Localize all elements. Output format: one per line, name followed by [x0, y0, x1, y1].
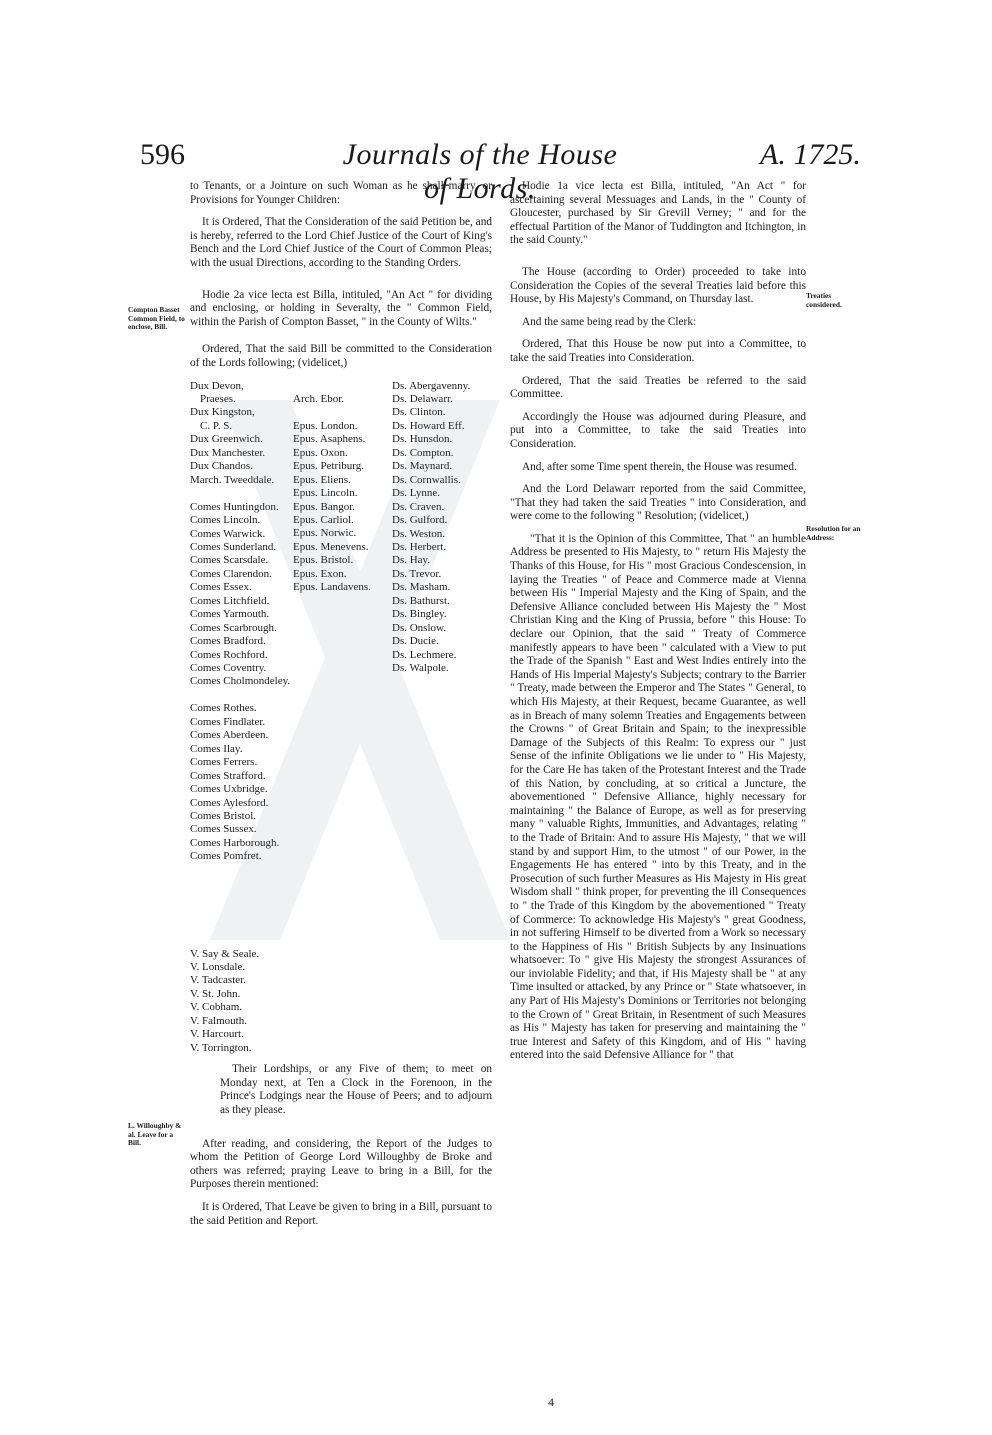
peer: Ds. Onslow.	[392, 621, 446, 634]
peer: Epus. Bristol.	[293, 554, 354, 567]
peer: V. Cobham.	[190, 1001, 243, 1014]
peer: March. Tweeddale.	[190, 473, 275, 486]
paragraph-compton-bill: Hodie 2a vice lecta est Billa, intituled, "An Act " for dividing and enclosing, or holding in Severalty, the " Common Field, within the Parish of Compton Basset, " in the County of Wilts."	[190, 288, 492, 328]
peers-column-b	[293, 380, 393, 595]
peer: Comes Clarendon.	[190, 567, 272, 580]
peer: Praeses.	[200, 392, 236, 405]
paragraph-willoughby-report: After reading, and considering, the Report of the Judges to whom the Petition of George Lord Willoughby de Broke and others was referred; praying Leave to bring in a Bill, for the Purposes therein mentioned:	[190, 1137, 492, 1191]
paragraph-delawarr-report: And the Lord Delawarr reported from the said Committee, "That they had taken the said Treaties " into Consideration, and were come to the following " Resolution; (videlicet,)	[510, 483, 806, 523]
peers-column-a	[190, 380, 295, 864]
signature-mark: 4	[548, 1395, 554, 1409]
peer: Comes Uxbridge.	[190, 783, 268, 796]
peer: Comes Strafford.	[190, 769, 266, 782]
peer: Comes Cholmondeley.	[190, 675, 291, 688]
peer: Epus. Menevens.	[293, 540, 369, 553]
paragraph-leave-bill: It is Ordered, That Leave be given to bring in a Bill, pursuant to the said Petition and Report.	[190, 1200, 492, 1227]
peer: Comes Warwick.	[190, 527, 266, 540]
peer: Ds. Bingley.	[392, 608, 447, 621]
peer: Comes Bristol.	[190, 810, 257, 822]
peer: Ds. Hunsdon.	[392, 433, 453, 446]
peer: Epus. London.	[293, 419, 358, 432]
peer: V. Falmouth.	[190, 1014, 247, 1027]
peer: Epus. Petriburg.	[293, 460, 364, 473]
peer: C. P. S.	[200, 419, 233, 432]
peer: Comes Ilay.	[190, 742, 243, 755]
column-left	[190, 180, 492, 1237]
peer: Ds. Maynard.	[392, 460, 453, 473]
peer: Comes Sussex.	[190, 823, 257, 836]
peer: Epus. Lincoln.	[293, 487, 358, 500]
peer: Epus. Bangor.	[293, 500, 356, 513]
peer: Comes Essex.	[190, 581, 252, 594]
peer: Epus. Eliens.	[293, 473, 351, 486]
peer: Ds. Howard Eff.	[392, 419, 465, 432]
peer: Comes Ferrers.	[190, 756, 258, 769]
peer: Ds. Bathurst.	[392, 594, 450, 607]
peer: Ds. Ducie.	[392, 635, 439, 648]
peer: V. Tadcaster.	[190, 974, 246, 987]
peer: Dux Manchester.	[190, 446, 266, 459]
paragraph-ordered-committee: Ordered, That this House be now put into a Committee, to take the said Treaties into Consideration.	[510, 338, 806, 364]
peer: Ds. Delawarr.	[392, 392, 453, 405]
peer: Ds. Cornwallis.	[392, 473, 461, 486]
peer: Arch. Ebor.	[293, 392, 345, 405]
margin-note-resolution: Resolution for an Address:	[806, 524, 861, 542]
peer	[293, 406, 393, 419]
peer	[190, 689, 295, 702]
peer: Comes Yarmouth.	[190, 608, 270, 621]
peer: Ds. Abergavenny.	[392, 379, 471, 392]
peer: Comes Pomfret.	[190, 850, 262, 863]
paragraph-treaties-considered: The House (according to Order) proceeded to take into Consideration the Copies of the several Treaties laid before this House, by His Majesty's Command, on Thursday last.	[510, 265, 806, 306]
peer: Ds. Walpole.	[392, 662, 449, 675]
peer: Comes Lincoln.	[190, 514, 261, 527]
peer: Comes Coventry.	[190, 662, 267, 675]
paragraph-verney-bill: Hodie 1a vice lecta est Billa, intituled, "An Act " for ascertaining several Messuages and Lands, in the " County of Gloucester, purchased by Sir Grevill Verney; " and for the effectual Partition of the Manor of Tuddington and Itchington, in the said County."	[510, 180, 806, 247]
peer: Comes Aberdeen.	[190, 729, 269, 742]
peer: Comes Findlater.	[190, 715, 266, 728]
paragraph-resolution: "That it is the Opinion of this Committee, That " an humble Address be presented to His Majesty, to " return His Majesty the Thanks of this House, for His " most Gracious Condescension, in laying the Treaties " of Peace and Commerce made at Vienna between His " Imperial Majesty and the King of Spain, and the Defensive Alliance concluded between His Majesty the " Most Christian King and the King of Prussia, before " this House: To declare our Opinion, that the said " Treaty of Commerce manifestly appears to have been " calculated with a View to put the Trade of the Spanish " East and West Indies entirely into the Hands of His Imperial Majesty's Subjects; contrary to the Barrier " Treaty, made between the Emperor and The States " General, to which His Majesty, at their Request, became Guarantee, as well as in Breach of many solemn Treaties and Engagements between the Crowns " of Great Britain and Spain; to the inexpressible Damage of the Subjects of this Realm: To express our " just Sense of the infinite Obligations we lie under to " His Majesty, for the Care He has taken of the Protestant Interest and the Trade of this Nation, by concluding, at so critical a Juncture, the abovementioned " Defensive Alliance, highly necessary for maintaining " the Balance of Europe, as well as for preserving many " valuable Rights, Immunities, and Advantages, relating " to the Trade of Britain: And to assure His Majesty, " that we will stand by and support Him, to the utmost " of our Power, in the Engagements He has entered " into by this Treaty, and in the Prosecution of such further Measures as His Majesty in His great Wisdom shall " think proper, for preventing the ill Consequences to " the Trade of this Kingdom by the abovementioned " Treaty of Commerce: To acknowledge His Majesty's " great Goodness, in not suffering Himself to be diverted from a Work so necessary to the Happiness of His " British Subjects by any Insinuations whatsoever: To " give His Majesty the strongest Assurances of our inviolable Fidelity; and that, if His Majesty shall be " at any Time insulted or attacked, by any Prince or " State whatsoever, in any Part of His Majesty's Dominions or Territories not belonging to the Crown of " Great Britain, in Resentment of such Measures as His " Majesty has taken for preserving and maintaining the " true Interest and Safety of this Kingdom, and of His " having entered into the said Defensive Alliance for " that	[510, 532, 806, 1062]
margin-note-willoughby: L. Willoughby & al. Leave for a Bill.	[128, 1121, 182, 1147]
margin-note-compton: Compton Basset Common Field, to enclose, Bill.	[128, 305, 185, 331]
peer: Dux Devon,	[190, 379, 244, 392]
peer: Comes Harborough.	[190, 836, 280, 849]
peer: Comes Litchfield.	[190, 594, 270, 607]
paragraph-opening: to Tenants, or a Jointure on such Woman as he shall marry, or Provisions for Younger Children:	[190, 180, 492, 206]
peer: V. Say & Seale.	[190, 947, 260, 960]
paragraph-ordered-referred: Ordered, That the said Treaties be referred to the said Committee.	[510, 374, 806, 401]
peer: Epus. Asaphens.	[293, 433, 366, 446]
peer: V. St. John.	[190, 987, 241, 1000]
peer: Epus. Oxon.	[293, 446, 348, 459]
peer: Ds. Herbert.	[392, 540, 447, 553]
peer: Epus. Norwic.	[293, 527, 357, 540]
column-right	[510, 180, 806, 1072]
peer: Comes Huntingdon.	[190, 500, 279, 513]
margin-note-treaties: Treaties considered.	[806, 291, 842, 309]
peer: Comes Scarsdale.	[190, 554, 269, 567]
paragraph-adjourned: Accordingly the House was adjourned during Pleasure, and put into a Committee, to take the said Treaties into Consideration.	[510, 410, 806, 450]
peer: Ds. Masham.	[392, 581, 451, 594]
peer: V. Lonsdale.	[190, 960, 246, 973]
peer: V. Torrington.	[190, 1041, 252, 1054]
peer: Comes Sunderland.	[190, 540, 277, 553]
peer: Ds. Trevor.	[392, 567, 442, 580]
peer: Comes Rothes.	[190, 702, 257, 715]
paragraph-resumed: And, after some Time spent therein, the House was resumed.	[522, 460, 797, 473]
peer: Ds. Weston.	[392, 527, 445, 540]
peer: V. Harcourt.	[190, 1028, 244, 1041]
peer: Dux Kingston,	[190, 406, 255, 419]
viscounts-list	[190, 948, 492, 1056]
peer: Ds. Lynne.	[392, 487, 440, 500]
peer: Ds. Lechmere.	[392, 648, 457, 661]
peer: Ds. Gulford.	[392, 514, 448, 527]
peer: Ds. Hay.	[392, 554, 431, 567]
peer: Epus. Landavens.	[293, 581, 371, 594]
peer: Comes Aylesford.	[190, 796, 269, 809]
peer: Comes Scarbrough.	[190, 621, 277, 634]
year: A. 1725.	[760, 138, 861, 171]
paragraph-lordships: Their Lordships, or any Five of them; to meet on Monday next, at Ten a Clock in the Forenoon, in the Prince's Lodgings near the House of Peers; and to adjourn as they please.	[220, 1063, 492, 1116]
peer: Comes Rochford.	[190, 648, 268, 661]
peer: Epus. Exon.	[293, 567, 347, 580]
peers-column-d	[392, 380, 492, 676]
peer	[190, 487, 295, 500]
peer: Ds. Craven.	[392, 500, 445, 513]
peer: Comes Bradford.	[190, 635, 266, 648]
peer: Epus. Carliol.	[293, 514, 354, 527]
paragraph-ordered-petition: It is Ordered, That the Consideration of the said Petition be, and is hereby, referred to the Lord Chief Justice of the Court of King's Bench and the Lord Chief Justice of the Court of Common Pleas; with the usual Directions, according to the Standing Orders.	[190, 216, 492, 269]
peer: Dux Greenwich.	[190, 433, 263, 446]
peer: Ds. Compton.	[392, 446, 454, 459]
paragraph-read-clerk: And the same being read by the Clerk:	[522, 315, 697, 328]
peer: Ds. Clinton.	[392, 406, 446, 419]
peer: Dux Chandos.	[190, 460, 253, 473]
page-number: 596	[140, 138, 185, 171]
paragraph-committed: Ordered, That the said Bill be committed to the Consideration of the Lords following; (videlicet,)	[190, 343, 492, 369]
committee-peers	[190, 380, 492, 940]
journal-title: Journals of the House of Lords.	[342, 138, 618, 205]
peer	[293, 380, 393, 393]
